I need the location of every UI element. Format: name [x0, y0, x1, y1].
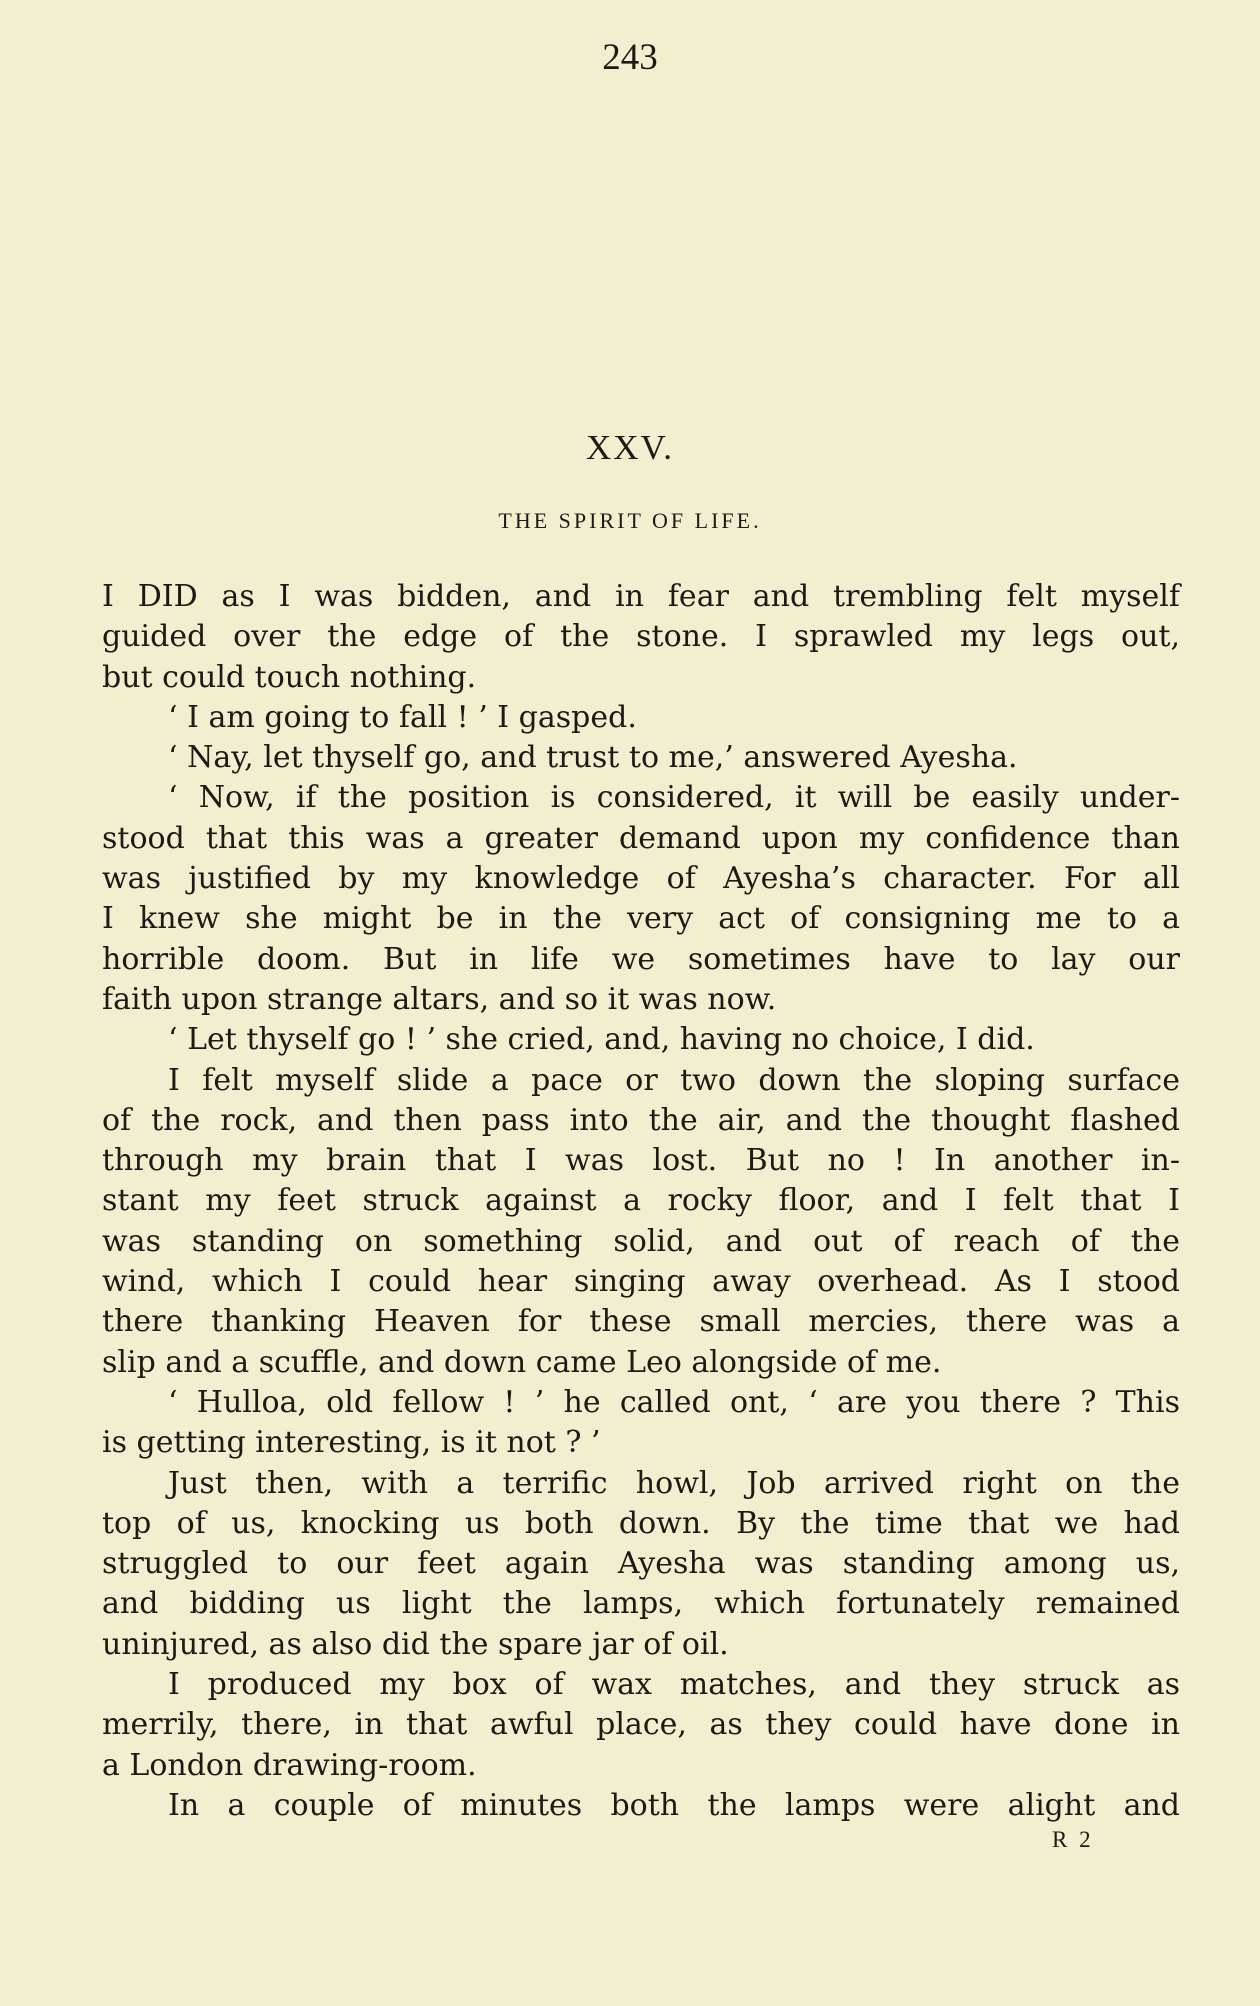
chapter-title: THE SPIRIT OF LIFE.	[498, 508, 762, 533]
text-line: I produced my box of wax matches, and they struck as	[168, 1667, 1180, 1703]
text-line: faith upon strange altars, and so it was now.	[102, 981, 777, 1017]
text-line: guided over the edge of the stone. I sprawled my legs out,	[102, 619, 1180, 655]
text-line: uninjured, as also did the spare jar of oil.	[102, 1626, 729, 1662]
text-line: was justified by my knowledge of Ayesha’s character. For all	[102, 861, 1180, 897]
text-line: was standing on something solid, and out of reach of the	[102, 1223, 1180, 1259]
text-line: and bidding us light the lamps, which fortunately remained	[102, 1586, 1180, 1622]
text-line: of the rock, and then pass into the air, and the thought flashed	[102, 1102, 1180, 1138]
text-line: merrily, there, in that awful place, as they could have done in	[102, 1707, 1180, 1743]
text-line: In a couple of minutes both the lamps were alight and	[168, 1787, 1180, 1823]
text-line: a London drawing-room.	[102, 1747, 477, 1783]
text-line: I felt myself slide a pace or two down the sloping surface	[168, 1062, 1180, 1098]
text-line: ‘ Let thyself go ! ’ she cried, and, having no choice, I did.	[168, 1022, 1035, 1058]
text-line: slip and a scuffle, and down came Leo alongside of me.	[102, 1344, 942, 1380]
chapter-number: XXV.	[585, 428, 675, 467]
text-line: I DID as I was bidden, and in fear and trembling felt myself	[102, 579, 1180, 614]
text-line: wind, which I could hear singing away overhead. As I stood	[102, 1264, 1180, 1300]
text-line: ‘ I am going to fall ! ’ I gasped.	[168, 699, 637, 735]
text-line: I knew she might be in the very act of consigning me to a	[102, 901, 1180, 937]
text-line: horrible doom. But in life we sometimes have to lay our	[102, 941, 1180, 977]
page-number: 243	[602, 37, 658, 78]
text-line: stood that this was a greater demand upon my confidence than	[102, 820, 1180, 856]
text-line: but could touch nothing.	[102, 659, 477, 695]
text-line: there thanking Heaven for these small mercies, there was a	[102, 1304, 1180, 1340]
text-line: stant my feet struck against a rocky floor, and I felt that I	[102, 1183, 1180, 1219]
signature-mark: R 2	[1052, 1827, 1094, 1852]
text-line: struggled to our feet again Ayesha was standing among us,	[102, 1546, 1180, 1582]
text-line: ‘ Nay, let thyself go, and trust to me,’ answered Ayesha.	[168, 740, 1018, 776]
text-line: ‘ Hulloa, old fellow ! ’ he called ont, ‘ are you there ? This	[168, 1384, 1180, 1420]
text-line: is getting interesting, is it not ? ’	[102, 1425, 601, 1461]
text-line: ‘ Now, if the position is considered, it will be easily under-	[168, 780, 1180, 816]
body-text	[102, 577, 1180, 1826]
text-line: Just then, with a terrific howl, Job arrived right on the	[168, 1465, 1180, 1501]
text-line: through my brain that I was lost. But no ! In another in-	[102, 1143, 1180, 1179]
text-line: top of us, knocking us both down. By the time that we had	[102, 1505, 1180, 1541]
